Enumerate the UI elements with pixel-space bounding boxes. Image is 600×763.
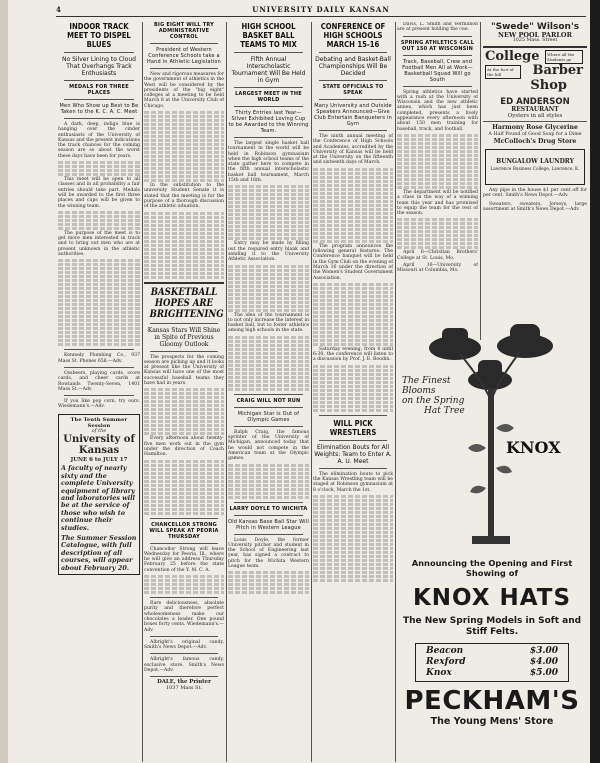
ad-script: on the Spring xyxy=(402,396,465,406)
headline: LARRY DOYLE TO WICHITA xyxy=(229,505,308,512)
deck: MEDALS FOR THREE PLACES xyxy=(69,84,129,96)
ad-text: Oysters in all styles xyxy=(507,113,563,119)
deck: Old Kansas Base Ball Star Will Pitch in Western League xyxy=(228,518,309,531)
headline: INDOOR TRACK MEET TO DISPEL BLUES xyxy=(67,22,131,49)
ad-text: If you like pop corn, try ours. Wiedemann's.—Adv. xyxy=(58,399,140,410)
paragraph: The program announces the following general features: The Conference banquet will be held in the Gym Club on the evening of March 16 under the direction of the Women's Student Government Association. xyxy=(313,243,393,281)
deck: Thirty Entries last Year—Silver Exhibited Loving Cup to be Awarded to the Winning Team. xyxy=(228,110,309,134)
paragraph: Chancellor Strong will leave Wednesday for Peoria, Ill., where he will give an address Thursday February 25 before the state convention of the Y. M. C. A. xyxy=(144,546,224,573)
page-gutter xyxy=(0,0,8,763)
ad-text: Rare deliciousness, absolute purity and therefore perfect wholesomeness make our chocolates a leader. One pound boxes forty cents. Wiedemann's.—Adv. xyxy=(144,601,224,633)
deck: LARGEST MEET IN THE WORLD xyxy=(235,91,302,103)
ad-title: University of Kansas xyxy=(63,434,135,457)
ad-dates: JUNE 6 to JULY 17 xyxy=(70,457,128,464)
paragraph: The largest single basket ball tournament in the world will be held in Robinson gymnasium when the high school teams of the state gather here to compete in the fifth annual interscholastic basket ball tournament, March 15th and 16th. xyxy=(228,141,309,184)
ad-box: Where all the Students go xyxy=(545,50,583,64)
ad-store-name: PECKHAM'S xyxy=(404,686,580,716)
ad-brand: KNOX xyxy=(506,438,561,457)
ad-title: Shop xyxy=(530,78,567,93)
masthead-title: UNIVERSITY DAILY KANSAN xyxy=(252,5,390,14)
knox-illustration xyxy=(400,318,585,558)
ad-announcement: Announcing the Opening and First Showing of xyxy=(411,558,573,578)
headline: BIG EIGHT WILL TRY ADMINISTRATIVE CONTROL xyxy=(154,22,214,40)
paragraph: The ninth annual meeting of the Conference of High Schools and Academies, accredited by the University of Kansas will be held at the University on the fifteenth and sixteenth days of March. xyxy=(313,134,393,166)
column-1 xyxy=(58,22,140,760)
ad-subtitle: RESTAURANT xyxy=(511,106,559,113)
deck: Many University and Outside Speakers Announced—Give Club Entertain Banqueters in Gym xyxy=(314,103,392,127)
paragraph: Davis, L. Smith and Vermillion are at present holding the cue. xyxy=(397,22,478,33)
ad-title: Harmony Rose Glycerine xyxy=(492,124,578,131)
ad-title: KNOX HATS xyxy=(412,585,572,611)
ad-text: Kennedy Plumbing Co., 937 Mass St. Phones 658.—Adv. xyxy=(58,353,140,364)
ad-script: Hat Tree xyxy=(424,406,465,416)
laundry-ad xyxy=(485,149,585,185)
price-value: $5.00 xyxy=(529,668,558,678)
ad-title: College xyxy=(485,49,540,64)
column-rule xyxy=(226,22,227,762)
deck: Men Who Show up Best to Be Taken to the K. C. A. C. Meet xyxy=(59,103,139,115)
headline: BASKETBALL HOPES ARE BRIGHTENING xyxy=(149,286,224,320)
price-value: $3.00 xyxy=(529,646,558,656)
deck: Kansas Stars Will Shine in Spite of Previous Gloomy Outlook xyxy=(147,326,221,348)
headline: SPRING ATHLETICS CALL OUT 150 AT WISCONSIN xyxy=(400,39,475,52)
headline: WILL PICK WRESTLERS xyxy=(329,418,377,437)
deck: Elimination Bouts for All Weights: Team to Enter A. A. U. Meet xyxy=(314,443,392,465)
barber-ad xyxy=(483,50,587,94)
paragraph: Louis Doyle, the former University pitcher and student in the School of Engineering last year, has signed a contract to pitch for the Wichita Western League team. xyxy=(228,537,309,570)
paragraph: In the substitution to the university Student Senate it is stated that the meeting is for the purpose of a thorough discussion of the athletic situation. xyxy=(144,183,224,210)
knox-hats-ad xyxy=(397,558,587,758)
summer-session-ad xyxy=(58,414,140,575)
deck: President of Western Conference Schools take a Hand in Athletic Legislation xyxy=(146,47,222,65)
ad-text: Lawrence Business College, Lawrence, K. xyxy=(490,166,580,171)
column-rule xyxy=(395,22,396,762)
ad-address: 1025 Mass. Street xyxy=(512,38,558,43)
ad-title: "Swede" Wilson's xyxy=(490,22,580,32)
paragraph: Ralph Craig, the famous sprinter of the University of Michigan, announced today that he would not compete in the American team at the Olympic games. xyxy=(228,429,309,462)
deck: Track, Baseball, Crew and Football Men All at Work—Basketball Squad Will go South xyxy=(402,58,473,83)
headline: HIGH SCHOOL BASKET BALL TEAMS TO MIX xyxy=(240,22,297,49)
price-name: Knox xyxy=(426,668,452,678)
ad-text: Albright's original candy. Smith's News Depot.—Adv. xyxy=(144,639,224,651)
paragraph: The department will be notified a class in the way of a winning team this year and has promised to equip the team for the rest of the season. xyxy=(397,189,478,217)
column-2 xyxy=(144,22,224,760)
headline: CONFERENCE OF HIGH SCHOOLS MARCH 15-16 xyxy=(320,22,386,49)
price-row xyxy=(416,646,568,657)
deck: STATE OFFICIALS TO SPEAK xyxy=(322,84,384,96)
column-rule xyxy=(142,22,143,762)
printer-ad: DALE, the Printer xyxy=(157,679,211,686)
price-value: $4.00 xyxy=(529,657,558,667)
ad-text: of the xyxy=(91,427,107,434)
ad-box: At the foot of the hill xyxy=(485,65,521,79)
headline: CHANCELLOR STRONG WILL SPEAK AT PEORIA THURSDAY xyxy=(149,521,219,540)
price-row xyxy=(416,668,568,679)
paragraph: The prospects for the coming season are picking up and it looks at present like the University of Kansas will have one of the most successful baseball teams they have had in years. xyxy=(144,354,224,387)
paragraph: The elimination bouts to pick the Kansas Wrestling team will be staged at Robinson gymnasium at 8 o'clock, March the 1st. xyxy=(313,471,393,493)
ad-body: A faculty of nearly sixty and the complete University equipment of library and laboratories will be at the service of those who wish to continue their studies. xyxy=(61,464,135,532)
column-rule xyxy=(311,22,312,762)
paragraph: The purpose of the meet is to get more men interested in track and to bring out men who are at present unknown in the athletic authorities. xyxy=(58,230,140,258)
deck: Debating and Basket-Ball Championships Will Be Decided xyxy=(315,56,391,77)
paragraph: The idea of the tournament is to not only increase the interest in basket ball, but to foster athletics among high schools in the state. xyxy=(228,312,309,334)
page-number: 4 xyxy=(56,5,62,14)
ad-script: The Finest Blooms xyxy=(402,376,451,396)
ad-text: Any pipe in the house $1 per cent off for per cent. Smith's News Depot.—Adv. xyxy=(483,188,587,199)
paragraph: A dark, deep, indigo blue is hanging over the cinder enthusiasts of the University of Kansas and the present indications the track chances for the coming season are so about the worst these days have been for years. xyxy=(58,122,140,159)
deck: Fifth Annual Interscholastic Tournament Will Be Held in Gym xyxy=(231,56,306,84)
price-row xyxy=(416,657,568,668)
column-rule xyxy=(480,22,481,340)
column-4 xyxy=(313,22,393,760)
ad-text: Sweaters, sweaters, Jerseys, large assortment at Smith's News Depot.—Adv. xyxy=(483,201,587,212)
ad-title: Barber xyxy=(532,63,583,78)
ad-subtitle: NEW POOL PARLOR xyxy=(498,31,572,39)
ad-text: Albright's famous candy, exclusive store. Smith's News Depot.—Adv. xyxy=(144,657,224,673)
paragraph: Every afternoon about twenty-five men work out in the gym under the direction of Coach Hamilton. xyxy=(144,436,224,458)
paragraph: April 16—University of Missouri at Columbia, Mo. xyxy=(397,263,478,274)
ad-text: A Half Pound of Good Soap for a Dime xyxy=(488,132,582,137)
deck: No Silver Lining to Cloud That Overhangs Track Enthusiasts xyxy=(62,56,136,77)
paragraph: This meet will be open to all classes and in all probability a fair entries should take part. Medals will be awarded to the first three places and cups will be given to the winning team. xyxy=(58,177,140,209)
price-table xyxy=(415,643,569,682)
ad-title: BUNGALOW LAUNDRY xyxy=(496,158,574,165)
ad-heading: The Tenth Summer Session xyxy=(70,416,128,429)
paragraph: New and rigorous measures for the government of athletics in the West will be considered by the presidents of the "big eight" colleges at a meeting to be held March 8 at the University Club of Chicago. xyxy=(144,72,224,109)
paragraph: Spring athletics have started with a rush at the University of Wisconsin and the new athletic annex, which has just been completed, presents a lively appearance every afternoon with about 150 men training for baseball, track, and football. xyxy=(397,89,478,132)
column-5 xyxy=(397,22,478,318)
paragraph: April 6—Christian Brothers' College at St. Louis, Mo. xyxy=(397,250,478,261)
deck: Michigan Star is Out of Olympic Games xyxy=(237,410,300,423)
price-name: Beacon xyxy=(426,646,464,656)
ad-text: Ossbeers, playing cards, score cards, and cheer cards at Rowlands Twenty-Seven, 1401 Mass St.—Adv. xyxy=(58,370,140,392)
price-name: Rexford xyxy=(426,657,466,667)
printer-address: 1037 Mass St. xyxy=(165,684,203,691)
masthead xyxy=(56,4,586,17)
ad-body: The Summer Session Catalogue, with full description of all courses, will appear about February 20. xyxy=(61,533,137,572)
ad-title: ED ANDERSON xyxy=(500,97,570,107)
paragraph: Entry may be made by filling out the required entry blank and sending it to the University Athletic Association. xyxy=(228,241,309,263)
column-3 xyxy=(228,22,309,760)
paragraph: Saturday evening, from 4 until 6:30, the conference will listen to a discussion by Prof. J. E. Boodin. xyxy=(313,346,393,363)
ads-column xyxy=(483,22,587,318)
ad-title: McColloch's Drug Store xyxy=(493,138,577,145)
ad-subtitle: The New Spring Models in Soft and Stiff Felts. xyxy=(402,616,582,637)
right-edge xyxy=(590,0,600,763)
headline: CRAIG WILL NOT RUN xyxy=(236,397,301,404)
ad-store-tagline: The Young Mens' Store xyxy=(430,716,554,727)
